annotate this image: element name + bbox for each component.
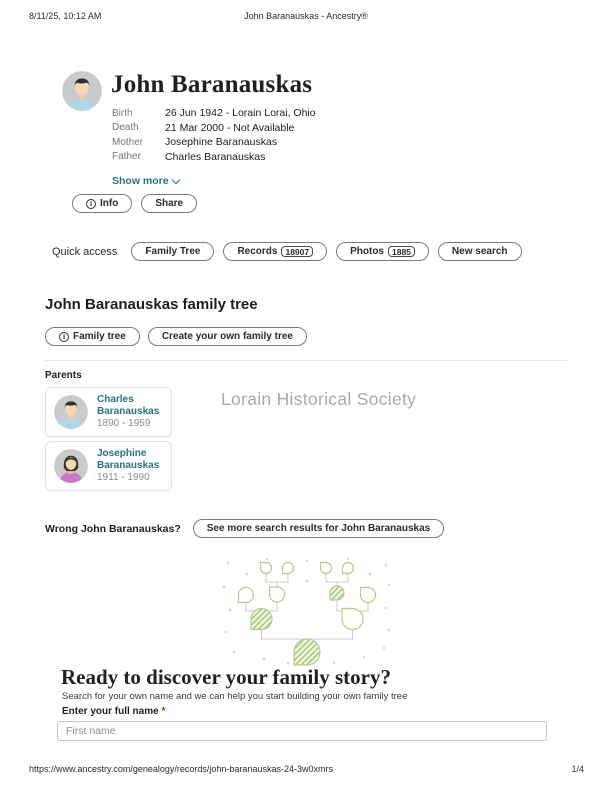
- show-more-label: Show more: [112, 175, 169, 187]
- family-tree-info-button[interactable]: [45, 327, 140, 346]
- family-tree-buttons: [45, 327, 307, 346]
- print-url: https://www.ancestry.com/genealogy/records/john-baranauskas-24-3w0xmrs: [29, 764, 333, 774]
- person-name: John Baranauskas: [111, 71, 313, 98]
- button-label: Create your own family tree: [161, 331, 293, 342]
- fact-father: [112, 150, 316, 165]
- quick-access-row: [52, 242, 522, 261]
- share-button[interactable]: [141, 194, 197, 213]
- button-label: New search: [451, 246, 508, 257]
- fact-value: 26 Jun 1942 - Lorain Lorai, Ohio: [165, 107, 316, 120]
- fact-label: Death: [112, 122, 139, 134]
- fact-label: Father: [112, 151, 141, 163]
- print-page-number: 1/4: [571, 764, 584, 774]
- fact-value: Charles Baranauskas: [165, 150, 266, 163]
- parent-card-josephine[interactable]: [45, 441, 172, 491]
- fact-birth: [112, 106, 316, 121]
- fact-mother: [112, 135, 316, 150]
- quick-access-label: Quick access: [52, 245, 118, 258]
- button-label: Family Tree: [145, 246, 201, 257]
- show-more-link[interactable]: [112, 175, 180, 187]
- quick-access-family-tree-button[interactable]: [131, 242, 214, 261]
- print-timestamp: 8/11/25, 10:12 AM: [29, 11, 102, 21]
- parent-years: 1911 - 1990: [97, 472, 150, 483]
- fact-value: 21 Mar 2000 - Not Available: [165, 121, 295, 134]
- profile-facts: [112, 106, 316, 164]
- parent-name-link[interactable]: Charles Baranauskas: [97, 394, 160, 417]
- button-label: Records: [237, 246, 278, 257]
- quick-access-new-search-button[interactable]: [438, 242, 522, 261]
- wrong-person-label: Wrong John Baranauskas?: [45, 522, 181, 535]
- wrong-person-row: [45, 519, 444, 538]
- discover-subheading: Search for your own name and we can help you start building your own family tree: [62, 691, 408, 702]
- fact-label: Birth: [112, 107, 133, 119]
- section-divider: [45, 360, 567, 361]
- see-more-results-button[interactable]: [193, 519, 444, 538]
- button-label: Photos: [350, 246, 384, 257]
- family-tree-heading: John Baranauskas family tree: [45, 296, 258, 313]
- parent-years: 1890 - 1959: [97, 418, 151, 429]
- parent-name-link[interactable]: Josephine Baranauskas: [97, 448, 160, 471]
- button-label: See more search results for John Baranauskas: [206, 523, 431, 534]
- share-button-label: Share: [155, 198, 184, 209]
- discover-heading: Ready to discover your family story?: [61, 665, 391, 689]
- quick-access-records-button[interactable]: [223, 242, 327, 261]
- print-doc-title: John Baranauskas - Ancestry®: [244, 11, 368, 21]
- family-tree-illustration: [222, 556, 392, 671]
- watermark-text: Lorain Historical Society: [221, 389, 417, 409]
- records-count-badge: 18907: [281, 246, 313, 257]
- male-avatar-icon: [62, 71, 102, 111]
- info-icon: [86, 199, 96, 209]
- male-avatar-icon: [54, 395, 88, 429]
- required-asterisk: *: [161, 706, 166, 717]
- quick-access-photos-button[interactable]: [336, 242, 429, 261]
- info-button[interactable]: [72, 194, 132, 213]
- button-label: Family tree: [73, 331, 126, 342]
- parents-label: Parents: [45, 370, 82, 381]
- chevron-down-icon: [172, 176, 180, 184]
- female-avatar-icon: [54, 449, 88, 483]
- fact-value: Josephine Baranauskas: [165, 136, 278, 149]
- parent-card-charles[interactable]: [45, 387, 172, 437]
- first-name-input[interactable]: [57, 721, 547, 741]
- info-button-label: Info: [100, 198, 119, 209]
- fact-death: [112, 121, 316, 136]
- photos-count-badge: 1885: [388, 246, 415, 257]
- parent-card-text: [97, 394, 163, 430]
- create-your-own-tree-button[interactable]: [148, 327, 307, 346]
- fact-label: Mother: [112, 136, 144, 148]
- info-icon: [59, 332, 69, 342]
- pedigree-leaves-icon: [222, 556, 392, 666]
- profile-actions: [72, 194, 197, 213]
- full-name-label: [62, 706, 165, 717]
- profile-avatar: [62, 71, 102, 111]
- parent-card-text: [97, 448, 163, 484]
- full-name-label-text: Enter your full name: [62, 706, 159, 717]
